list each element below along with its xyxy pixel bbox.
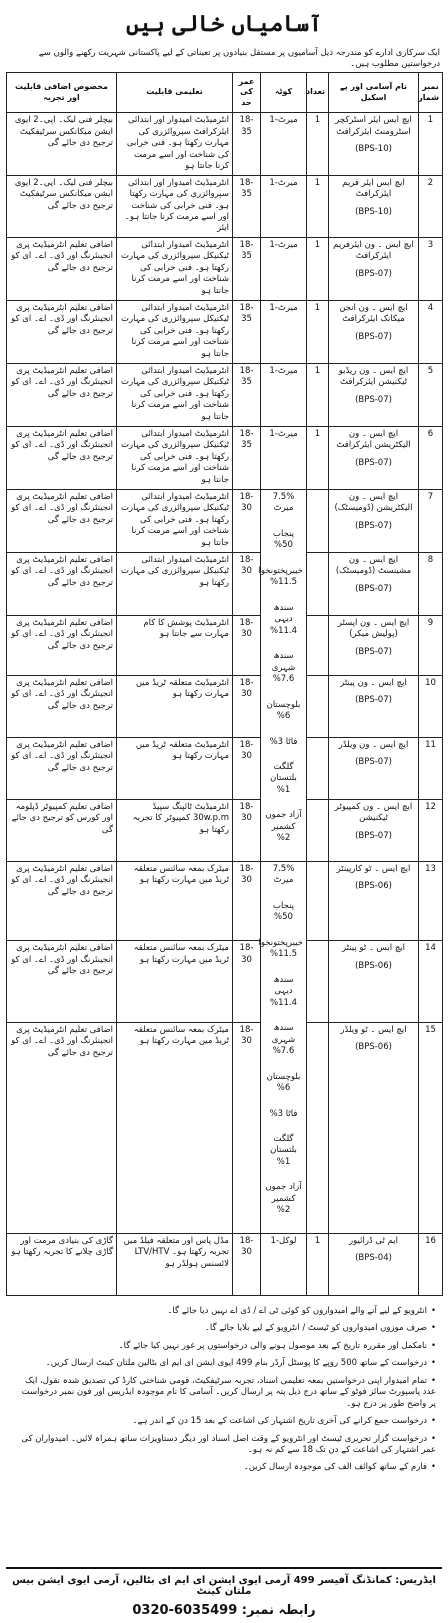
post-name: ایچ ایس ۔ ون مشینسٹ (ڈومیسٹک): [335, 554, 412, 577]
cell-count: [307, 799, 329, 861]
cell-education: انٹرمیڈیٹ امیدوار ابتدائی ٹیکنیکل سپروائزری کی مہارت رکھتا ہو۔ فنی خرابی کی شناخت اور اسے مرمت کرنا جانتا ہو: [117, 363, 233, 426]
cell-age: 18-30: [233, 861, 261, 940]
cell-extra: اضافی تعلیم انٹرمیڈیٹ پری انجینئرنگ اور ڈی۔ اے۔ ای کو ترجیح دی جائے گی: [7, 489, 117, 552]
post-name: ایچ ایس ۔ ون ویلڈر: [338, 739, 409, 750]
cell-quota: میرٹ-1: [261, 426, 307, 489]
post-name: ایچ ایس ایئر اسٹرکچر اسٹرومنٹ ایئرکرافٹ: [335, 115, 412, 137]
table-row: [7, 799, 443, 861]
quota-item: فاٹا 3%: [269, 736, 298, 747]
table-row: [7, 941, 443, 1023]
cell-extra: اضافی تعلیم انٹرمیڈیٹ پری انجینئرنگ اور ڈی۔ اے۔ ای کو ترجیح دی جائے گی: [7, 737, 117, 799]
intro-text: ایک سرکاری ادارے کو مندرجہ ذیل آسامیوں پر مستقل بنیادوں پر تعیناتی کے لیے پاکستانی شہریت رکھنے والوں سے درخواستیں مطلوب ہیں۔: [38, 48, 440, 69]
post-name: ایچ ایس ۔ ون پینٹر: [340, 677, 407, 688]
cell-age: 18-35: [233, 300, 261, 363]
footer: [6, 1567, 442, 1619]
cell-education: انٹرمیڈیٹ ٹائپنگ سپیڈ 30w.p.m کمپیوٹر کا تجربہ رکھتا ہو: [117, 799, 233, 861]
address: ایڈریس: کمانڈنگ آفیسر 499 آرمی ایوی ایشن ای ایم ای بٹالین، آرمی ایوی ایشن بیس ملتان کینٹ: [12, 1575, 436, 1597]
col-count: تعداد: [307, 73, 329, 113]
table-row: [7, 363, 443, 426]
table-row: [7, 237, 443, 300]
table-row: [7, 300, 443, 363]
quota-item: پنجاب 50%: [272, 900, 294, 923]
pay-scale: (BPS-07): [355, 583, 392, 594]
cell-education: انٹرمیڈیٹ امیدوار ابتدائی ٹیکنیکل سپروائزری کی مہارت رکھتا ہو۔ فنی خرابی کی شناخت اور اسے مرمت کرنا جانتا ہو: [117, 426, 233, 489]
table-row: [7, 1022, 443, 1233]
cell-education: مڈل پاس اور متعلقہ فیلڈ میں تجربہ رکھتا ہو۔ LTV/HTV لائسنس ہولڈر ہو: [117, 1233, 233, 1295]
cell-education: انٹرمیڈیٹ امیدوار اور ابتدائی سپروائزری کی مہارت رکھتا ہو۔ فنی خرابی کی شناخت اور اسے مرمت کرنا جانتا ہو۔ ایئر: [117, 175, 233, 237]
quota-item: گلگت بلتستان 1%: [270, 1133, 297, 1167]
col-quota: کوٹہ: [261, 73, 307, 113]
cell-age: 18-35: [233, 426, 261, 489]
cell-serial: 16: [419, 1233, 443, 1295]
cell-post: [329, 615, 419, 675]
col-education: تعلیمی قابلیت: [117, 73, 233, 113]
pay-scale: (BPS-07): [355, 695, 392, 706]
note-item: • تمام امیدوار اپنی درخواستیں بمعہ تعلیمی اسناد، تجربہ سرٹیفکیٹ، قومی شناختی کارڈ کی تصدیق شدہ نقول، ایک عدد پاسپورٹ سائز فوٹو کے ساتھ درج ذیل پتہ پر ارسال کریں۔ آسامی کا نام موجودہ ایڈریس اور فون نمبر درخواست پر واضح طور پر درج ہو۔: [12, 1376, 436, 1410]
cell-serial: 5: [419, 363, 443, 426]
cell-extra: بیچلر فنی لیک۔ اپی۔2 ایوی ایشن میکانکس سرٹیفکیٹ ترجیح دی جائے گی: [7, 113, 117, 175]
cell-serial: 4: [419, 300, 443, 363]
cell-quota: میرٹ-1: [261, 175, 307, 237]
cell-age: 18-30: [233, 552, 261, 615]
col-serial: نمبر شمار: [419, 73, 443, 113]
table-row: [7, 1233, 443, 1295]
cell-age: 18-30: [233, 941, 261, 1023]
cell-extra: گاڑی کی بنیادی مرمت اور گاڑی چلانے کا تجربہ رکھتا ہو: [7, 1233, 117, 1295]
post-name: ایچ ایس ۔ ون الیکٹریشن ایئرکرافٹ: [336, 428, 411, 451]
table-row: [7, 489, 443, 552]
cell-serial: 3: [419, 237, 443, 300]
cell-age: 18-30: [233, 489, 261, 552]
cell-education: میٹرک بمعہ سائنس متعلقہ ٹریڈ میں مہارت رکھتا ہو: [117, 1022, 233, 1233]
cell-age: 18-35: [233, 113, 261, 175]
table-header-row: [7, 73, 443, 113]
cell-extra: بیچلر فنی لیک۔ اپی۔2 ایوی ایشن میکانکس سرٹیفکیٹ ترجیح دی جائے گی: [7, 175, 117, 237]
cell-quota: میرٹ-1: [261, 300, 307, 363]
quota-item: فاٹا 3%: [269, 1108, 298, 1119]
cell-age: 18-30: [233, 1233, 261, 1295]
quota-item: سندھ شہری 7.6%: [271, 1023, 296, 1057]
cell-post: [329, 552, 419, 615]
cell-count: [307, 552, 329, 615]
cell-post: [329, 300, 419, 363]
cell-age: 18-30: [233, 737, 261, 799]
pay-scale: (BPS-07): [355, 646, 392, 657]
table-row: [7, 175, 443, 237]
post-name: ایچ ایس ۔ ون اپسٹر (پولیش میکر): [337, 617, 410, 640]
phone-number: 0320-6035499: [132, 1603, 238, 1618]
cell-post: [329, 861, 419, 940]
cell-extra: اضافی تعلیم انٹرمیڈیٹ پری انجینئرنگ اور ڈی۔ اے۔ ای کو ترجیح دی جائے گی: [7, 675, 117, 737]
cell-quota-block: [258, 861, 307, 1233]
quota-item: سندھ شہری 7.6%: [271, 651, 296, 685]
pay-scale: (BPS-07): [355, 457, 392, 468]
note-item: • درخواست کے ساتھ 500 روپے کا پوسٹل آرڈر بنام 499 ایوی ایشن ای ایم ای بٹالین ملتان کینٹ ارسال کریں۔: [12, 1358, 436, 1369]
quota-item: سندھ دیہی 11.4%: [269, 602, 297, 636]
cell-education: انٹرمیڈیٹ امیدوار اور ابتدائی ایئرکرافٹ سپروائزری کی مہارت رکھتا ہو۔ فنی خرابی کی شناخت اور اسے مرمت کرنا جانتا ہو: [117, 113, 233, 175]
cell-serial: 6: [419, 426, 443, 489]
cell-age: 18-30: [233, 1022, 261, 1233]
cell-count: [307, 1022, 329, 1233]
cell-serial: 1: [419, 113, 443, 175]
cell-education: میٹرک بمعہ سائنس متعلقہ ٹریڈ میں مہارت رکھتا ہو: [117, 861, 233, 940]
cell-count: [307, 615, 329, 675]
cell-education: انٹرمیڈیٹ امیدوار ابتدائی ٹیکنیکل سپروائزری کی مہارت رکھتا ہو۔ فنی خرابی کی شناخت اور اسے مرمت کرنا جانتا ہو: [117, 237, 233, 300]
note-item: • درخواست گزار تحریری ٹیسٹ اور انٹرویو کے وقت اصل اسناد اور دیگر دستاویزات ساتھ ہمراہ لائیں۔ امیدواران کی عمر اشتہار کی اشاعت کے دن تک 18 سے کم نہ ہو۔: [12, 1434, 436, 1457]
cell-education: انٹرمیڈیٹ امیدوار ابتدائی ٹیکنیکل سپروائزری کی مہارت رکھتا ہو: [117, 552, 233, 615]
vacancy-table: [6, 72, 443, 1296]
cell-post: [329, 175, 419, 237]
post-name: ایچ ایس ۔ ون کمپیوٹر ٹیکنیشن: [334, 801, 413, 824]
cell-post: [329, 113, 419, 175]
cell-count: [307, 737, 329, 799]
cell-age: 18-30: [233, 799, 261, 861]
table-row: [7, 552, 443, 615]
note-item: • نامکمل اور مقررہ تاریخ کے بعد موصول ہونے والی درخواستوں پر غور نہیں کیا جائے گا۔: [12, 1341, 436, 1352]
cell-extra: اضافی تعلیم انٹرمیڈیٹ پری انجینئرنگ اور ڈی۔ اے۔ ای کو ترجیح دی جائے گی: [7, 363, 117, 426]
pay-scale: (BPS-07): [355, 268, 392, 279]
cell-count: [307, 675, 329, 737]
pay-scale: (BPS-07): [355, 331, 392, 342]
cell-count: [307, 861, 329, 940]
note-item: • صرف موزوں امیدواروں کو ٹیسٹ / انٹرویو کے لیے بلایا جائے گا۔: [12, 1323, 436, 1334]
cell-post: [329, 426, 419, 489]
cell-age: 18-35: [233, 363, 261, 426]
pay-scale: (BPS-07): [355, 830, 392, 841]
pay-scale: (BPS-04): [355, 1253, 392, 1264]
cell-count: 1: [307, 363, 329, 426]
cell-education: میٹرک بمعہ سائنس متعلقہ ٹریڈ میں مہارت رکھتا ہو: [117, 941, 233, 1023]
cell-quota-block: [258, 489, 307, 861]
cell-extra: اضافی تعلیم انٹرمیڈیٹ پری انجینئرنگ اور ڈی۔ اے۔ ای کو ترجیح دی جائے گی: [7, 861, 117, 940]
post-name: ایچ ایس ۔ ون ریڈیو ٹیکنیشن ایئرکرافٹ: [338, 365, 409, 388]
quota-item: سندھ دیہی 11.4%: [269, 974, 297, 1008]
cell-count: [307, 941, 329, 1023]
post-name: ایچ ایس ۔ ٹو ویلڈر: [340, 1024, 407, 1035]
cell-post: [329, 675, 419, 737]
cell-age: 18-35: [233, 175, 261, 237]
cell-extra: اضافی تعلیم انٹرمیڈیٹ پری انجینئرنگ اور ڈی۔ اے۔ ای کو ترجیح دی جائے گی: [7, 300, 117, 363]
cell-extra: اضافی تعلیم انٹرمیڈیٹ پری انجینئرنگ اور ڈی۔ اے۔ ای کو ترجیح دی جائے گی: [7, 615, 117, 675]
notes-list: [6, 1296, 442, 1474]
post-name: ایچ ایس ۔ ٹو پینٹر: [341, 943, 406, 954]
quota-item: خیبرپختونخوا 11.5%: [258, 937, 303, 960]
quota-item: آزاد جموں کشمیر 2%: [265, 810, 302, 844]
cell-education: انٹرمیڈیٹ پوشش کا کام مہارت سے جانتا ہو: [117, 615, 233, 675]
quota-item: آزاد جموں کشمیر 2%: [265, 1182, 302, 1216]
quota-item: بلوچستان 6%: [266, 699, 301, 722]
cell-post: [329, 489, 419, 552]
note-item: • درخواست جمع کرانے کی آخری تاریخ اشتہار کی اشاعت کے بعد 15 دن کے اندر ہے۔: [12, 1416, 436, 1427]
table-row: [7, 675, 443, 737]
pay-scale: (BPS-07): [355, 394, 392, 405]
quota-item: بلوچستان 6%: [266, 1071, 301, 1094]
table-row: [7, 615, 443, 675]
cell-extra: اضافی تعلیم کمپیوٹر ڈپلومہ اور کورس کو ترجیح دی جائے گی: [7, 799, 117, 861]
cell-serial: 2: [419, 175, 443, 237]
contact: [6, 1603, 442, 1618]
pay-scale: (BPS-06): [355, 960, 392, 971]
cell-extra: اضافی تعلیم انٹرمیڈیٹ پری انجینئرنگ اور ڈی۔ اے۔ ای کو ترجیح دی جائے گی: [7, 941, 117, 1023]
cell-education: انٹرمیڈیٹ امیدوار ابتدائی ٹیکنیکل سپروائزری کی مہارت رکھتا ہو۔ فنی خرابی کی شناخت اور اسے مرمت کرنا جانتا ہو: [117, 300, 233, 363]
col-extra: مخصوص اضافی قابلیت اور تجربہ: [7, 73, 117, 113]
cell-quota: میرٹ-1: [261, 363, 307, 426]
post-name: ایچ ایس ۔ ٹو کارپینٹر: [336, 863, 411, 874]
page-title: آسامیاں خالی ہیں: [126, 11, 322, 37]
cell-extra: اضافی تعلیم انٹرمیڈیٹ پری انجینئرنگ اور ڈی۔ اے۔ ای کو ترجیح دی جائے گی: [7, 237, 117, 300]
cell-extra: اضافی تعلیم انٹرمیڈیٹ پری انجینئرنگ اور ڈی۔ اے۔ ای کو ترجیح دی جائے گی: [7, 552, 117, 615]
table-row: [7, 113, 443, 175]
phone-label: رابطہ نمبر:: [241, 1603, 316, 1618]
cell-serial: 14: [419, 941, 443, 1023]
pay-scale: (BPS-10): [355, 144, 392, 155]
note-item: • انٹرویو کے لیے آنے والے امیدواروں کو کوئی ٹی اے / ڈی اے نہیں دیا جائے گا۔: [12, 1306, 436, 1317]
cell-post: [329, 799, 419, 861]
cell-post: [329, 941, 419, 1023]
cell-education: انٹرمیڈیٹ متعلقہ ٹریڈ میں مہارت رکھتا ہو: [117, 737, 233, 799]
cell-serial: 9: [419, 615, 443, 675]
pay-scale: (BPS-10): [355, 206, 392, 217]
pay-scale: (BPS-06): [355, 881, 392, 892]
cell-serial: 8: [419, 552, 443, 615]
cell-post: [329, 1022, 419, 1233]
cell-post: [329, 737, 419, 799]
quota-item: 7.5% میرٹ: [272, 491, 295, 514]
cell-count: 1: [307, 426, 329, 489]
pay-scale: (BPS-06): [355, 1042, 392, 1053]
cell-education: انٹرمیڈیٹ متعلقہ ٹریڈ میں مہارت رکھتا ہو: [117, 675, 233, 737]
pay-scale: (BPS-07): [355, 520, 392, 531]
cell-quota: میرٹ-1: [261, 237, 307, 300]
cell-serial: 15: [419, 1022, 443, 1233]
cell-serial: 11: [419, 737, 443, 799]
post-name: ایچ ایس ایئر فریم ایئرکرافٹ: [342, 177, 405, 200]
cell-count: 1: [307, 175, 329, 237]
cell-count: 1: [307, 237, 329, 300]
cell-age: 18-30: [233, 675, 261, 737]
cell-quota: لوکل-1: [261, 1233, 307, 1295]
cell-extra: اضافی تعلیم انٹرمیڈیٹ پری انجینئرنگ اور ڈی۔ اے۔ ای کو ترجیح دی جائے گی: [7, 426, 117, 489]
cell-count: 1: [307, 1233, 329, 1295]
col-post: نام آسامی اور پے اسکیل: [329, 73, 419, 113]
cell-post: [329, 237, 419, 300]
cell-post: [329, 363, 419, 426]
cell-post: [329, 1233, 419, 1295]
table-row: [7, 426, 443, 489]
pay-scale: (BPS-07): [355, 757, 392, 768]
cell-serial: 7: [419, 489, 443, 552]
quota-item: گلگت بلتستان 1%: [270, 761, 297, 795]
cell-age: 18-30: [233, 615, 261, 675]
table-row: [7, 737, 443, 799]
quota-item: خیبرپختونخوا 11.5%: [258, 565, 303, 588]
quota-item: پنجاب 50%: [272, 528, 294, 551]
header: [6, 4, 442, 44]
cell-count: [307, 489, 329, 552]
cell-age: 18-35: [233, 237, 261, 300]
cell-count: 1: [307, 300, 329, 363]
cell-count: 1: [307, 113, 329, 175]
post-name: ایچ ایس ۔ ون ایئرفریم ایئرکرافٹ: [333, 239, 414, 262]
table-row: [7, 861, 443, 940]
post-name: ایم ٹی ڈرائیور: [349, 1235, 398, 1246]
cell-education: انٹرمیڈیٹ امیدوار ابتدائی ٹیکنیکل سپروائزری کی مہارت رکھتا ہو۔ فنی خرابی کی شناخت اور اسے مرمت کرنا جانتا ہو: [117, 489, 233, 552]
cell-serial: 12: [419, 799, 443, 861]
col-age: عمر کی حد: [233, 73, 261, 113]
post-name: ایچ ایس ۔ ون الیکٹریشن (ڈومیسٹک): [334, 491, 413, 514]
quota-item: 7.5% میرٹ: [272, 863, 295, 886]
cell-serial: 10: [419, 675, 443, 737]
note-item: • فارم کے ساتھ کوائف الف کی موجودہ ارسال کریں۔: [12, 1462, 436, 1473]
post-name: ایچ ایس ۔ ون انجن میکانک ایئرکرافٹ: [339, 302, 408, 325]
cell-extra: اضافی تعلیم انٹرمیڈیٹ پری انجینئرنگ اور ڈی۔ اے۔ ای کو ترجیح دی جائے گی: [7, 1022, 117, 1233]
cell-serial: 13: [419, 861, 443, 940]
cell-quota: میرٹ-1: [261, 113, 307, 175]
